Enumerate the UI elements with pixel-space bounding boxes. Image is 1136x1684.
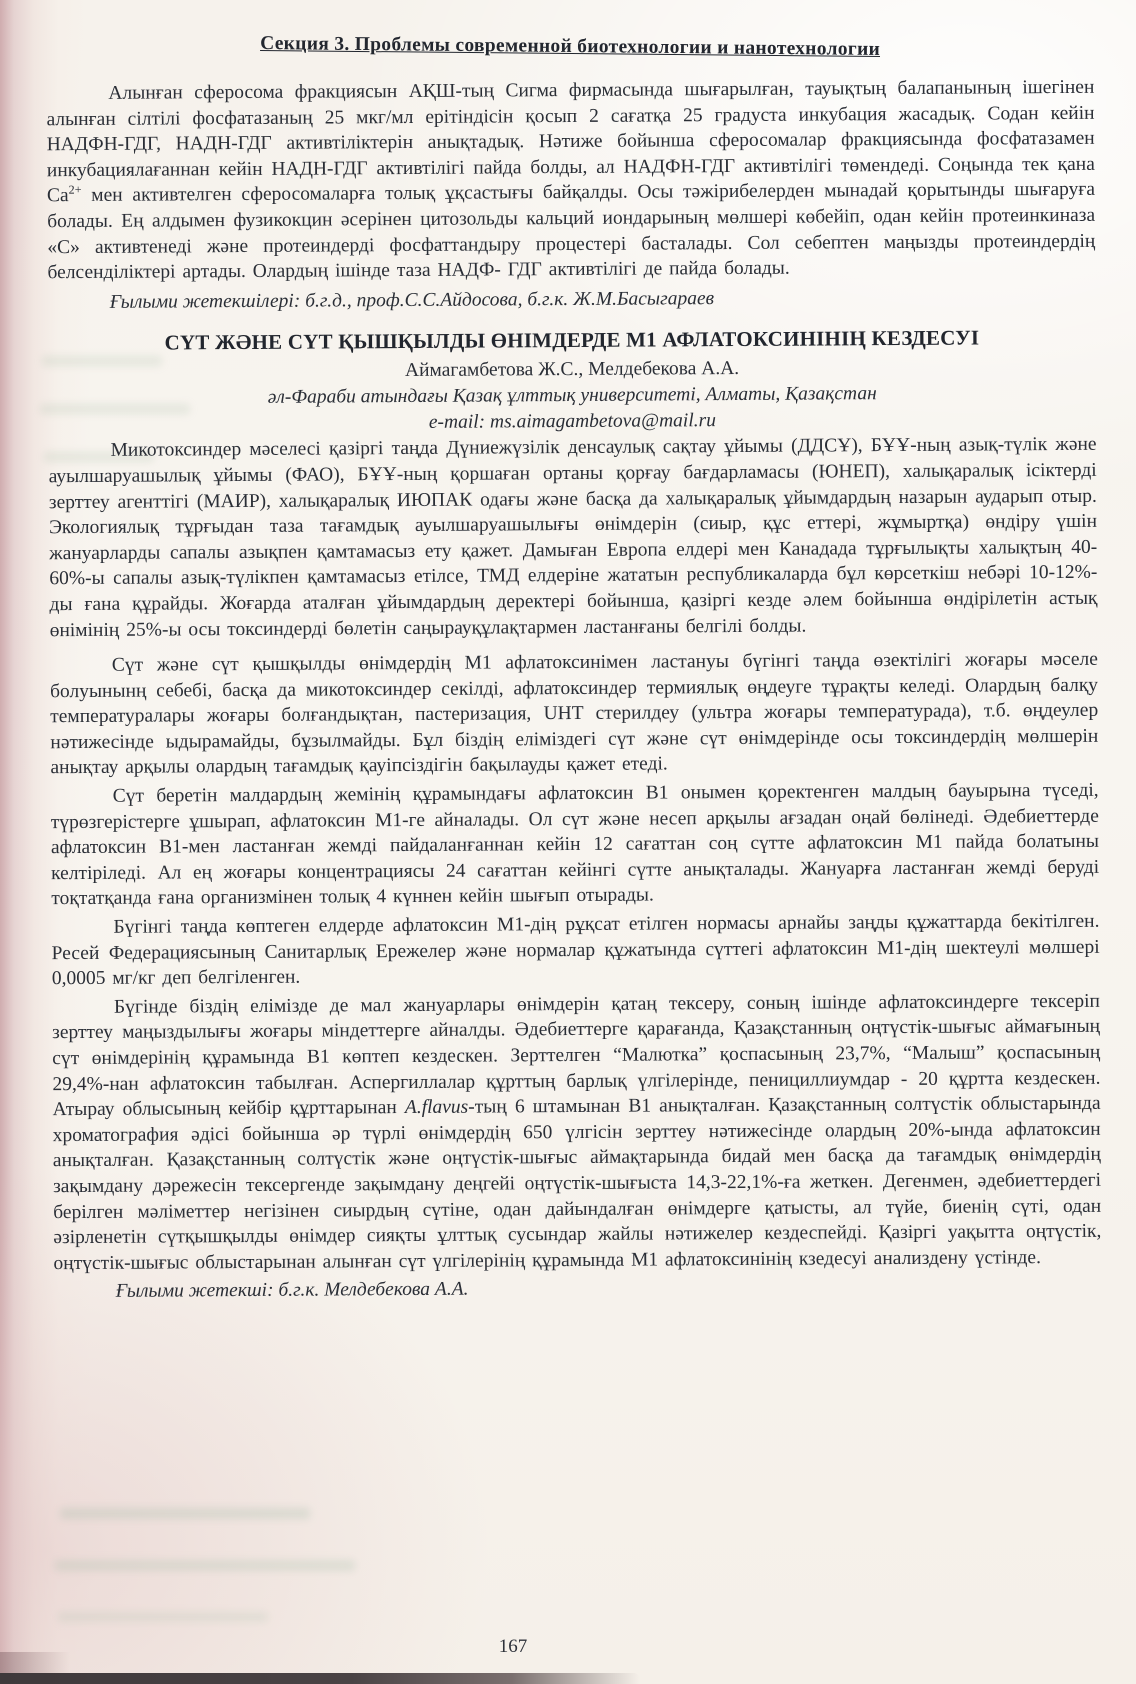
section-header: Секция 3. Проблемы современной биотехнологии и нанотехнологии (260, 33, 881, 60)
paragraph-text: Алынған сферосома фракциясын АҚШ-тың Сигма фирмасында шығарылған, тауықтың балапанының ішегінен алынған сілтілі фосфатазаның 25 мкг/мл ерітіндісін қосып 2 сағатқа 25 градуста инкубация жасадық. Содан кейін НАДФН-ГДГ, НАДН-ГДГ активтіліктерін анықтадық. Нәтиже бойынша сферосомалар фракциясында фосфатазамен инкубациялағаннан кейін НАДН-ГДГ активтілігі пайда болды, ал НАДФН-ГДГ активтілігі төмендеді. Соңында тек қана Са (46, 76, 1095, 207)
article-authors: Аймагамбетова Ж.С., Мелдебекова А.А. (404, 358, 740, 382)
page-content (46, 27, 1102, 1311)
page-number: 167 (498, 1636, 528, 1657)
article-paragraph-2: Сүт және сүт қышқылды өнімдердің М1 афлатоксинімен ластануы бүгінгі таңда өзектілігі жоғары мәселе болуынынң себебі, басқа да микотоксиндер секілді, афлатоксиндер термиялық өңдеуге тұрақты келеді. Олардың балқу температуралары жоғары болғандықтан, пастеризация, UHT стерилдеу (ультра жоғары температурада), т.б. өңдеулер нәтижесінде ыдырамайды, бұзылмайды. Бұл біздің еліміздегі сүт және сүт өнімдерінде осы токсиндердің мөлшерін анықтау арқылы олардың тағамдық қауіпсіздігін бақылауды қажет етеді. (49, 648, 1099, 779)
bleed-through-smudge (58, 1612, 268, 1622)
article-paragraph-5 (52, 989, 1102, 1277)
bleed-through-smudge (60, 1508, 310, 1519)
article-email: e-mail: ms.aimagambetova@mail.ru (428, 410, 717, 434)
bleed-through-smudge (55, 1560, 355, 1571)
article-affiliation: әл-Фараби атындағы Қазақ ұлттық университеті, Алматы, Қазақстан (267, 383, 877, 409)
paragraph-text: мен активтелген сферосомаларға толық ұқсастығы байқалды. Осы тәжірибелерден мынадай қорытынды шығаруға болады. Ең алдымен фузикокцин әсерінен цитозольды кальций иондарының мөлшері көбейіп, одан кейін протеинкиназа «С» активтенеді және протеиндерді фосфаттандыру процестері басталады. Сол себептен маңызды протеиндердің белсенділіктері артады. Олардың ішінде таза НАДФ- ГДГ активтілігі де пайда болады. (47, 179, 1096, 284)
species-name-italic: A.flavus (404, 1096, 469, 1119)
scanner-edge-strip (0, 1673, 640, 1684)
previous-article-paragraph (46, 75, 1095, 286)
article-paragraph-1: Микотоксиндер мәселесі қазіргі таңда Дүниежүзілік денсаулық сақтау ұйымы (ДДСҰ), БҰҰ-ның азық-түлік және ауылшаруашылық ұйымы (ФАО), БҰҰ-ның қоршаған ортаны қорғау бағдарламасы (ЮНЕП), халықаралық ісіктерді зерттеу агенттігі (МАИР), халықаралық ИЮПАК одағы және басқа да халықаралық ұйымдардың назарын аударып отыр. Экологиялық тұрғыдан таза тағамдық ауылшаруашылығы өнімдерін (сиыр, құс еттері, жұмыртқа) өндіру үшін жануарларды сапалы азықпен қамтамасыз ету қажет. Дамыған Европа елдері мен Канадада тұрғылықты халықтың 40-60%-ы сапалы азық-түлікпен қамтамасыз етілсе, ТМД елдеріне жататын республикаларда бұл көрсеткіш небәрі 10-12%-ды ғана құрайды. Жоғарда аталған ұйымдардың деректері бойынша, қазіргі кезде әлем бойынша өндірілетін астық өнімінің 25%-ы осы токсиндерді бөлетін саңырауқұлақтармен ластанғаны белгілі болды. (48, 434, 1098, 641)
article-paragraph-4: Бүгінгі таңда көптеген елдерде афлатоксин М1-дің рұқсат етілген нормасы арнайы заңды құжаттарда бекітілген. Ресей Федерациясының Санитарлық Ережелер және нормалар құжатында сүттегі афлатоксин М1-дің шектеулі мөлшері 0,0005 мг/кг деп белгіленген. (51, 910, 1100, 990)
article-paragraph-3: Сүт беретін малдардың жемінің құрамындағы афлатоксин В1 онымен қоректенген малдың бауырына түседі, түрөзгерістерге ұшырап, афлатоксин М1-ге айналады. Ол сүт және несеп арқылы ағзадан оңай бөлінеді. Әдебиеттерде афлатоксин В1-мен ластанған жемді пайдаланғаннан кейін 12 сағаттан соң сүтте афлатоксин М1 пайда болатыны келтіріледі. Ал ең жоғары концентрациясы 24 сағаттан кейінгі сүтте анықталады. Жануарға ластанған жемді беруді тоқтатқанда ғана организмінен толық 4 күннен кейін шығып отырады. (50, 779, 1100, 910)
paragraph-text: Бүгінде біздің елімізде де мал жануарлары өнімдерін қатаң тексеру, соның ішінде афлатоксиндерге тексеріп зерттеу маңыздылығы жоғары міндеттерге айналды. Әдебиеттерге қарағанда, Қазақстанның оңтүстік-шығыс аймағының сүт өнімдерінің құрамында В1 көптеп кездескен. Зерттелген “Малютка” қоспасының 23,7%, “Малыш” қоспасының 29,4%-нан афлатоксин табылған. Аспергиллалар құрттың барлық үлгілерінде, пенициллиумдар - 20 құртта кездескен. Атырау облысының кейбір құрттарынан (52, 990, 1101, 1121)
supervisor-note: Ғылыми жетекші: б.г.к. Мелдебекова А.А. (115, 1278, 469, 1303)
paragraph-text: -тың 6 штамынан В1 анықталған. Қазақстанның солтүстік облыстарында хроматография әдісі бойынша әр түрлі өнімдердің 650 үлгісін зерттеу нәтижесінде олардың 20%-ында афлатоксин анықталған. Қазақстанның солтүстік және оңтүстік-шығыс аймақтарында бидай мен басқа да тағамдық өнімдердің зақымдану дәрежесін тексергенде зақымдану деңгейі оңтүстік-шығыста 14,3-22,1%-ға жеткен. Дегенмен, әдебиеттердегі берілген мәліметтер негізінен сиырдың сүтіне, одан дайындалған өнімдерге қатысты, ал түйе, биенің сүті, одан әзірленетін сүтқышқылды өнімдер сияқты ұлттық сусындар жайлы нәтижелер кездеспейді. Қазіргі уақытта оңтүстік, оңтүстік-шығыс облыстарынан алынған сүт үлгілерінің құрамында М1 афлатоксинінің кзедесуі анализдену үстінде. (52, 1092, 1102, 1274)
article-title: СҮТ ЖӘНЕ СҮТ ҚЫШҚЫЛДЫ ӨНІМДЕРДЕ М1 АФЛАТОКСИНІНІҢ КЕЗДЕСУІ (164, 325, 980, 355)
supervisors-note: Ғылыми жетекшілері: б.г.д., проф.С.С.Айдосова, б.г.к. Ж.М.Басыгараев (109, 287, 715, 313)
superscript-2plus: 2+ (68, 182, 82, 197)
